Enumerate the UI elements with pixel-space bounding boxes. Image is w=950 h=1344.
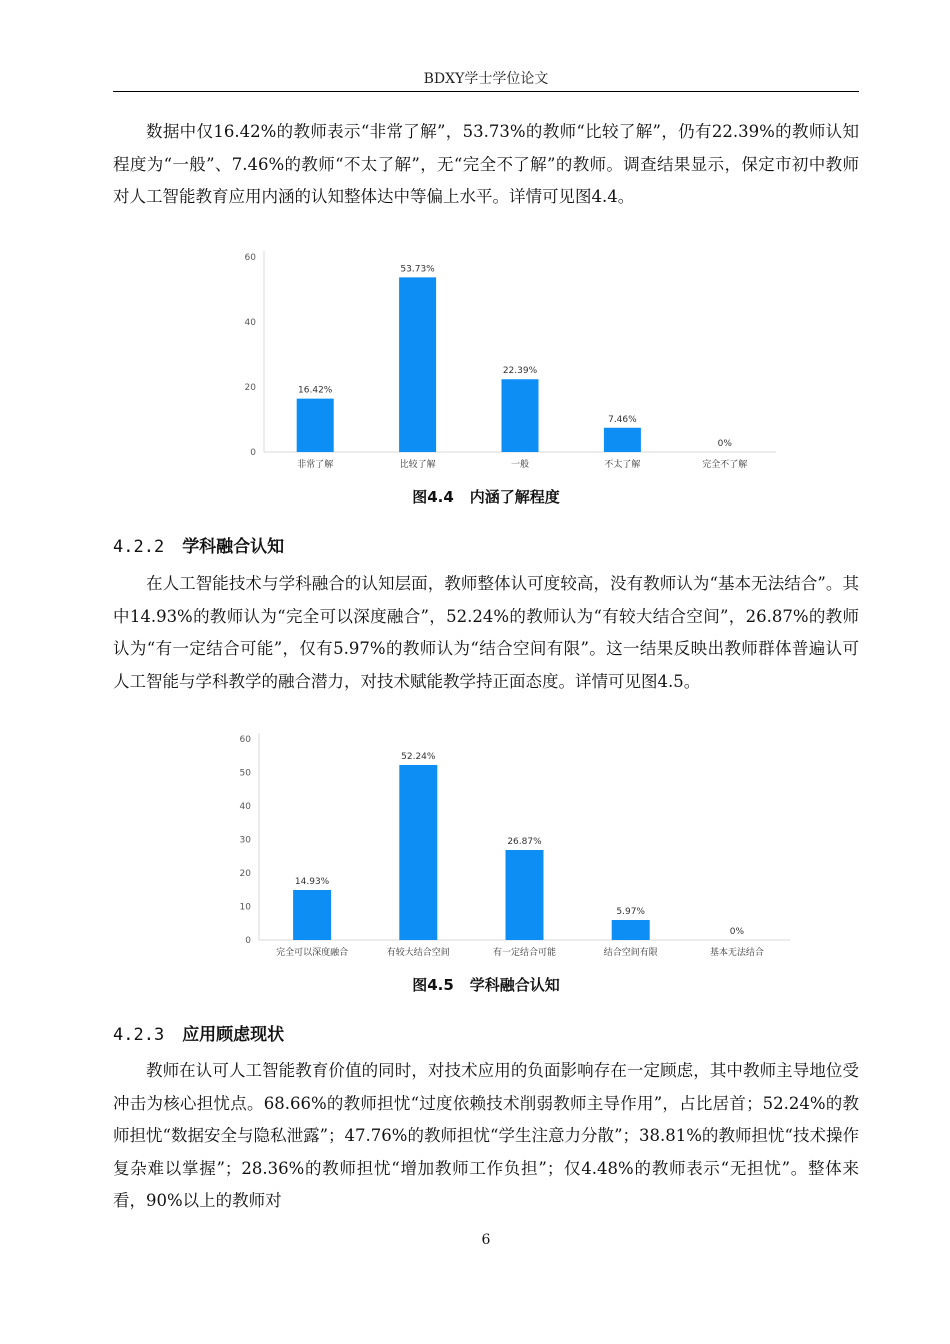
data-label: 22.39%	[502, 366, 538, 377]
y-tick-label: 0	[250, 448, 256, 458]
y-tick-label: 0	[245, 936, 251, 946]
y-tick-label: 60	[244, 253, 256, 263]
figure-caption-4-5	[113, 974, 859, 995]
x-tick-label: 基本无法结合	[709, 948, 764, 958]
bar-1	[297, 399, 334, 452]
data-label: 14.93%	[294, 876, 330, 887]
section-title: 学科融合认知	[182, 537, 285, 557]
y-tick-label: 60	[239, 735, 251, 745]
figure-number: 图4.5	[412, 976, 454, 994]
bar-2	[399, 765, 437, 940]
paragraph-3: 教师在认可人工智能教育价值的同时，对技术应用的负面影响存在一定顾虑，其中教师主导地位受冲击为核心担忧点。68.66%的教师担忧“过度依赖技术削弱教师主导作用”，占比居首；52.24%的教师担忧“数据安全与隐私泄露”；47.76%的教师担忧“学生注意力分散”；38.81%的教师担忧“技术操作复杂难以掌握”；28.36%的教师担忧“增加教师工作负担”；仅4.48%的教师表示“无担忧”。整体来看，90%以上的教师对	[113, 1061, 859, 1210]
data-label: 26.87%	[507, 836, 542, 847]
chart-knowledge-level	[236, 248, 776, 478]
y-tick-label: 50	[239, 768, 251, 779]
bar-4	[604, 428, 641, 452]
chart-subject-integration-svg	[230, 730, 800, 966]
section-number: 4.2.2	[113, 537, 165, 557]
chart-knowledge-level-svg	[236, 248, 776, 478]
data-label: 0%	[717, 439, 732, 449]
paragraph-1: 数据中仅16.42%的教师表示“非常了解”，53.73%的教师“比较了解”，仍有22.39%的教师认知程度为“一般”、7.46%的教师“不太了解”，无“完全不了解”的教师。调查结果显示，保定市初中教师对人工智能教育应用内涵的认知整体达中等偏上水平。详情可见图4.4。	[113, 122, 859, 206]
data-label: 5.97%	[616, 907, 645, 918]
x-tick-label: 有较大结合空间	[386, 948, 450, 958]
x-tick-label: 不太了解	[604, 460, 641, 470]
data-label: 7.46%	[608, 414, 637, 425]
y-tick-label: 40	[239, 802, 251, 812]
section-heading-4-2-2	[113, 532, 284, 557]
bar-3	[506, 850, 544, 940]
y-tick-label: 30	[239, 835, 251, 846]
x-tick-label: 完全不了解	[702, 460, 748, 470]
data-label: 53.73%	[400, 264, 435, 275]
y-tick-label: 40	[244, 318, 256, 328]
x-tick-label: 有一定结合可能	[492, 948, 557, 958]
section-number: 4.2.3	[113, 1025, 165, 1045]
x-tick-label: 完全可以深度融合	[276, 948, 349, 958]
x-tick-label: 比较了解	[399, 460, 436, 470]
x-tick-label: 非常了解	[297, 460, 334, 470]
figure-title: 学科融合认知	[469, 976, 560, 994]
bar-2	[399, 277, 436, 452]
page-number: 6	[481, 1232, 491, 1248]
chart-subject-integration	[230, 730, 800, 966]
bar-1	[293, 890, 331, 940]
bar-4	[612, 920, 650, 940]
data-label: 52.24%	[401, 751, 436, 762]
y-tick-label: 20	[239, 869, 251, 879]
y-tick-label: 10	[239, 902, 251, 913]
figure-title: 内涵了解程度	[469, 488, 560, 506]
y-tick-label: 20	[244, 383, 256, 393]
bar-3	[502, 379, 539, 452]
x-tick-label: 结合空间有限	[603, 948, 658, 958]
paragraph-2: 在人工智能技术与学科融合的认知层面，教师整体认可度较高，没有教师认为“基本无法结合”。其中14.93%的教师认为“完全可以深度融合”，52.24%的教师认为“有较大结合空间”，26.87%的教师认为“有一定结合可能”，仅有5.97%的教师认为“结合空间有限”。这一结果反映出教师群体普遍认可人工智能与学科教学的融合潜力，对技术赋能教学持正面态度。详情可见图4.5。	[113, 574, 859, 691]
data-label: 0%	[729, 927, 745, 937]
section-title: 应用顾虑现状	[182, 1025, 285, 1045]
figure-caption-4-4	[113, 486, 859, 507]
page-header-title: BDXY学士学位论文	[423, 71, 549, 87]
section-heading-4-2-3	[113, 1020, 284, 1045]
data-label: 16.42%	[298, 385, 333, 396]
x-tick-label: 一般	[510, 460, 530, 470]
header-rule	[113, 91, 859, 92]
figure-number: 图4.4	[412, 488, 454, 506]
